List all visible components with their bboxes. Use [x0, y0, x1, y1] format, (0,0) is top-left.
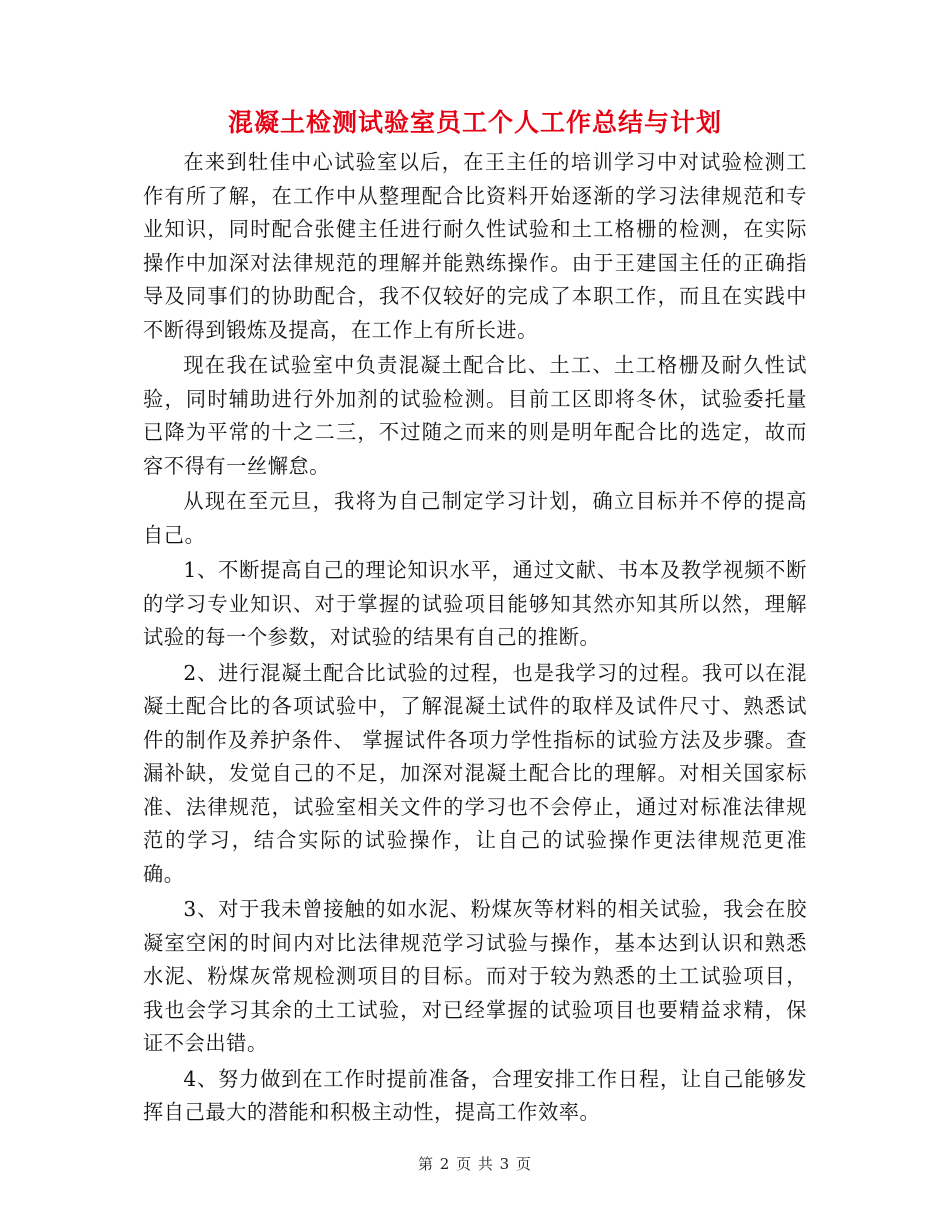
document-body — [143, 146, 807, 1132]
paragraph-plan-intro: 从现在至元旦，我将为自己制定学习计划，确立目标并不停的提高自己。 — [143, 489, 807, 547]
paragraph-plan-item-4: 4、努力做到在工作时提前准备，合理安排工作日程，让自己能够发挥自己最大的潜能和积极主动性，提高工作效率。 — [143, 1066, 807, 1124]
paragraph-plan-item-1: 1、不断提高自己的理论知识水平，通过文献、书本及教学视频不断的学习专业知识、对于掌握的试验项目能够知其然亦知其所以然，理解试验的每一个参数，对试验的结果有自己的推断。 — [143, 558, 807, 649]
paragraph-plan-item-3: 3、对于我未曾接触的如水泥、粉煤灰等材料的相关试验，我会在胶凝室空闲的时间内对比法律规范学习试验与操作，基本达到认识和熟悉水泥、粉煤灰常规检测项目的目标。而对于较为熟悉的土工试验项目，我也会学习其余的土工试验，对已经掌握的试验项目也要精益求精，保证不会出错。 — [143, 897, 807, 1055]
paragraph-plan-item-2: 2、进行混凝土配合比试验的过程，也是我学习的过程。我可以在混凝土配合比的各项试验中，了解混凝土试件的取样及试件尺寸、熟悉试件的制作及养护条件、 掌握试件各项力学性指标的试验方法及步骤。查漏补缺，发觉自己的不足，加深对混凝土配合比的理解。对相关国家标准、法律规范，试验室相关文件的学习也不会停止，通过对标准法律规范的学习，结合实际的试验操作，让自己的试验操作更法律规范更准确。 — [143, 660, 807, 886]
document-title: 混凝土检测试验室员工个人工作总结与计划 — [227, 108, 722, 137]
paragraph-intro: 在来到牡佳中心试验室以后，在王主任的培训学习中对试验检测工作有所了解，在工作中从整理配合比资料开始逐渐的学习法律规范和专业知识，同时配合张健主任进行耐久性试验和土工格栅的检测，在实际操作中加深对法律规范的理解并能熟练操作。由于王建国主任的正确指导及同事们的协助配合，我不仅较好的完成了本职工作，而且在实践中不断得到锻炼及提高，在工作上有所长进。 — [143, 150, 807, 342]
page-number-footer: 第 2 页 共 3 页 — [418, 1155, 532, 1173]
paragraph-current-duties: 现在我在试验室中负责混凝土配合比、土工、土工格栅及耐久性试验，同时辅助进行外加剂的试验检测。目前工区即将冬休，试验委托量已降为平常的十之二三，不过随之而来的则是明年配合比的选定，故而容不得有一丝懈怠。 — [143, 353, 807, 478]
